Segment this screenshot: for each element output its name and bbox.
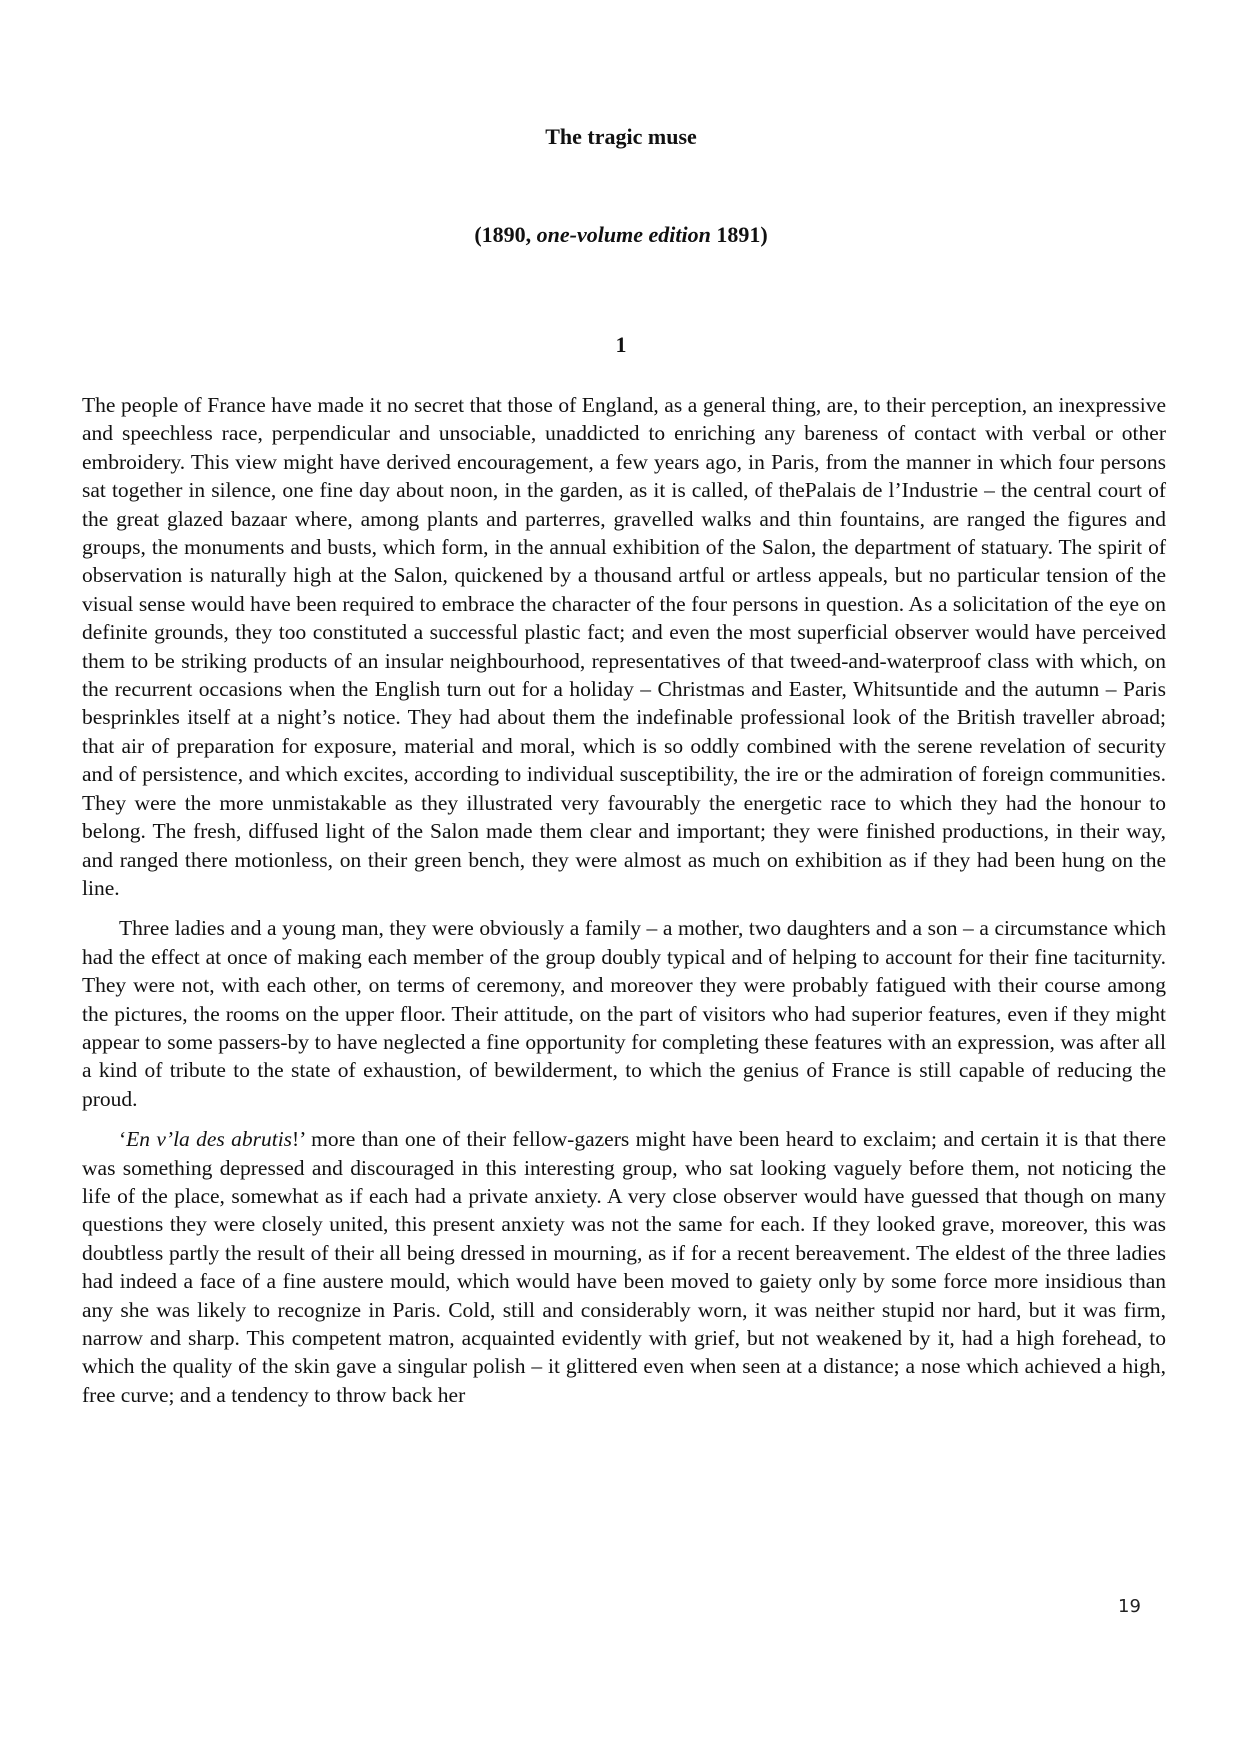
publication-note-close: 1891) xyxy=(710,222,768,247)
body-text xyxy=(82,391,1166,1409)
paragraph-3-rest: !’ more than one of their fellow-gazers might have been heard to exclaim; and certain it is that there was something depressed and discouraged in this interesting group, who sat looking vaguely before them, not noticing the life of the place, somewhat as if each had a private anxiety. A very close observer would have guessed that though on many questions they were closely united, this present anxiety was not the same for each. If they looked grave, moreover, this was doubtless partly the result of their all being dressed in mourning, as if for a recent bereavement. The eldest of the three ladies had indeed a face of a fine austere mould, which would have been moved to gaiety only by some force more insidious than any she was likely to recognize in Paris. Cold, still and considerably worn, it was neither stupid nor hard, but it was firm, narrow and sharp. This competent matron, acquainted evidently with grief, but not weakened by it, had a high forehead, to which the quality of the skin gave a singular polish – it glittered even when seen at a distance; a nose which achieved a high, free curve; and a tendency to throw back her xyxy=(82,1127,1166,1407)
paragraph-2: Three ladies and a young man, they were obviously a family – a mother, two daughters and a son – a circumstance which had the effect at once of making each member of the group doubly typical and of helping to account for their fine taciturnity. They were not, with each other, on terms of ceremony, and moreover they were probably fatigued with their course among the pictures, the rooms on the upper floor. Their attitude, on the part of visitors who had superior features, even if they might appear to some passers-by to have neglected a fine opportunity for completing these features with an expression, was after all a kind of tribute to the state of exhaustion, of bewilderment, to which the genius of France is still capable of reducing the proud. xyxy=(82,916,1166,1111)
publication-note-italic: one-volume edition xyxy=(536,222,711,247)
page-number: 19 xyxy=(1118,1596,1141,1617)
publication-note xyxy=(0,222,1242,248)
paragraph-3 xyxy=(82,1125,1166,1409)
book-title: The tragic muse xyxy=(545,124,697,149)
paragraph-3-italic-phrase: En v’la des abrutis xyxy=(126,1127,293,1152)
paragraph-3-open-quote: ‘ xyxy=(119,1127,127,1152)
chapter-number: 1 xyxy=(615,332,627,357)
paragraph-1: The people of France have made it no secret that those of England, as a general thing, are, to their perception, an inexpressive and speechless race, perpendicular and unsociable, unaddicted to enriching any bareness of contact with verbal or other embroidery. This view might have derived encouragement, a few years ago, in Paris, from the manner in which four persons sat together in silence, one fine day about noon, in the garden, as it is called, of thePalais de l’Industrie – the central court of the great glazed bazaar where, among plants and parterres, gravelled walks and thin fountains, are ranged the figures and groups, the monuments and busts, which form, in the annual exhibition of the Salon, the department of statuary. The spirit of observation is naturally high at the Salon, quickened by a thousand artful or artless appeals, but no particular tension of the visual sense would have been required to embrace the character of the four persons in question. As a solicitation of the eye on definite grounds, they too constituted a successful plastic fact; and even the most superficial observer would have perceived them to be striking products of an insular neighbourhood, representatives of that tweed-and-waterproof class with which, on the recurrent occasions when the English turn out for a holiday – Christmas and Easter, Whitsuntide and the autumn – Paris besprinkles itself at a night’s notice. They had about them the indefinable professional look of the British traveller abroad; that air of preparation for exposure, material and moral, which is so oddly combined with the serene revelation of security and of persistence, and which excites, according to individual susceptibility, the ire or the admiration of foreign communities. They were the more unmistakable as they illustrated very favourably the energetic race to which they had the honour to belong. The fresh, diffused light of the Salon made them clear and important; they were finished productions, in their way, and ranged there motionless, on their green bench, they were almost as much on exhibition as if they had been hung on the line. xyxy=(82,393,1166,900)
publication-note-open: (1890, xyxy=(474,222,537,247)
